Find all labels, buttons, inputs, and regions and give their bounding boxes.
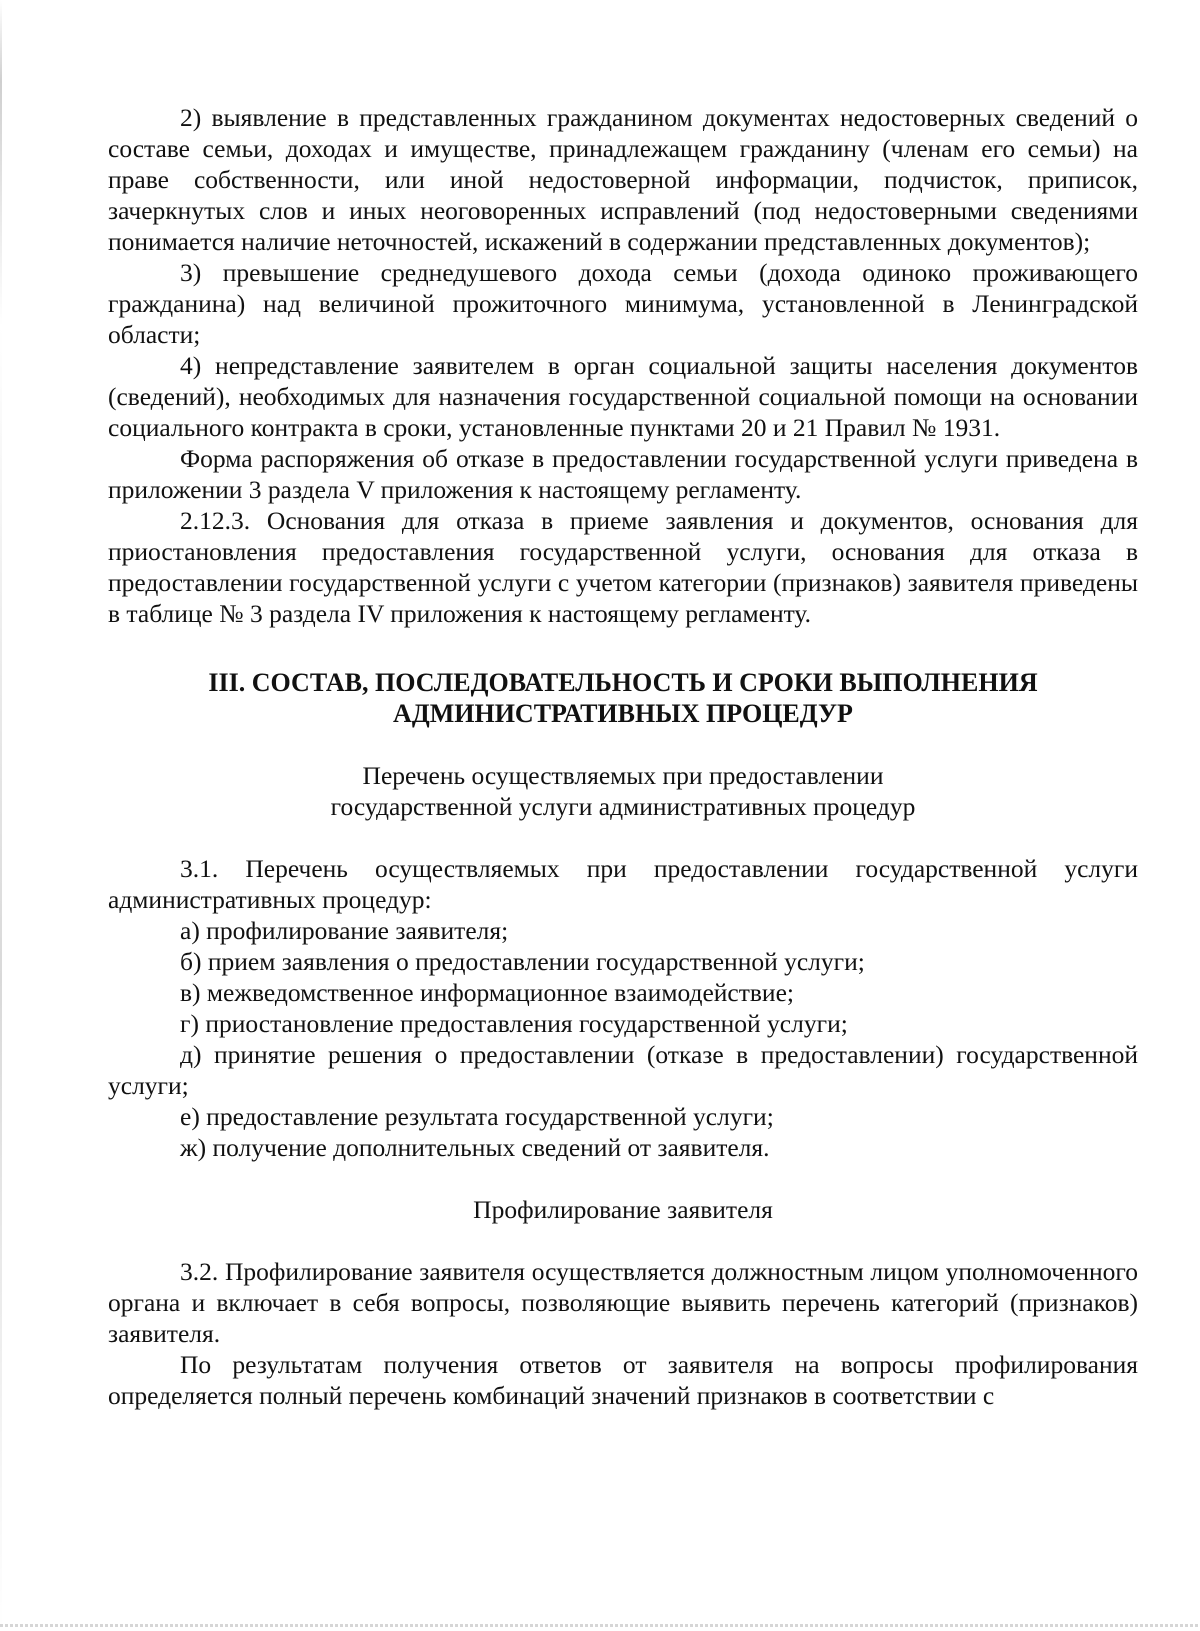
subheading-procedures-list: [108, 760, 1138, 822]
document-page: [108, 102, 1138, 1411]
scan-left-edge: [0, 0, 2, 1631]
subheading-profiling: Профилирование заявителя: [473, 1195, 773, 1224]
list-item: е) предоставление результата государственной услуги;: [180, 1102, 774, 1131]
subheading-line2: государственной услуги административных процедур: [330, 792, 916, 821]
paragraph-3-2: 3.2. Профилирование заявителя осуществляется должностным лицом уполномоченного органа и включает в себя вопросы, позволяющие выявить перечень категорий (признаков) заявителя.: [108, 1257, 1138, 1348]
scan-bottom-edge: [0, 1624, 1200, 1627]
subheading-line1: Перечень осуществляемых при предоставлении: [362, 761, 884, 790]
paragraph-item-2: 2) выявление в представленных гражданином документах недостоверных сведений о составе семьи, доходах и имуществе, принадлежащем гражданину (членам его семьи) на праве собственности, или иной недостоверной информации, подчисток, приписок, зачеркнутых слов и иных неоговоренных исправлений (под недостоверными сведениями понимается наличие неточностей, искажений в содержании представленных документов);: [108, 103, 1138, 256]
paragraph-item-3: 3) превышение среднедушевого дохода семьи (дохода одиноко проживающего гражданина) над величиной прожиточного минимума, установленной в Ленинградской области;: [108, 258, 1138, 349]
procedures-list: [108, 915, 1138, 1163]
paragraph-3-1: 3.1. Перечень осуществляемых при предоставлении государственной услуги административных процедур:: [108, 854, 1138, 914]
paragraph-item-4: 4) непредставление заявителем в орган социальной защиты населения документов (сведений), необходимых для назначения государственной социальной помощи на основании социального контракта в сроки, установленные пунктами 20 и 21 Правил № 1931.: [108, 351, 1138, 442]
list-item: в) межведомственное информационное взаимодействие;: [180, 978, 794, 1007]
paragraph-2-12-3: 2.12.3. Основания для отказа в приеме заявления и документов, основания для приостановления предоставления государственной услуги, основания для отказа в предоставлении государственной услуги с учетом категории (признаков) заявителя приведены в таблице № 3 раздела IV приложения к настоящему регламенту.: [108, 506, 1138, 628]
list-item: б) прием заявления о предоставлении государственной услуги;: [180, 947, 865, 976]
list-item: д) принятие решения о предоставлении (отказе в предоставлении) государственной услуги;: [108, 1040, 1138, 1100]
list-item: г) приостановление предоставления государственной услуги;: [180, 1009, 848, 1038]
section-heading-line1: III. СОСТАВ, ПОСЛЕДОВАТЕЛЬНОСТЬ И СРОКИ ВЫПОЛНЕНИЯ: [208, 668, 1038, 697]
list-item: а) профилирование заявителя;: [180, 916, 509, 945]
section-heading: [108, 667, 1138, 729]
paragraph-refusal-form: Форма распоряжения об отказе в предоставлении государственной услуги приведена в приложении 3 раздела V приложения к настоящему регламенту.: [108, 444, 1138, 504]
list-item: ж) получение дополнительных сведений от заявителя.: [180, 1133, 770, 1162]
paragraph-profiling-results: По результатам получения ответов от заявителя на вопросы профилирования определяется полный перечень комбинаций значений признаков в соответствии с: [108, 1350, 1138, 1410]
section-heading-line2: АДМИНИСТРАТИВНЫХ ПРОЦЕДУР: [393, 699, 853, 728]
